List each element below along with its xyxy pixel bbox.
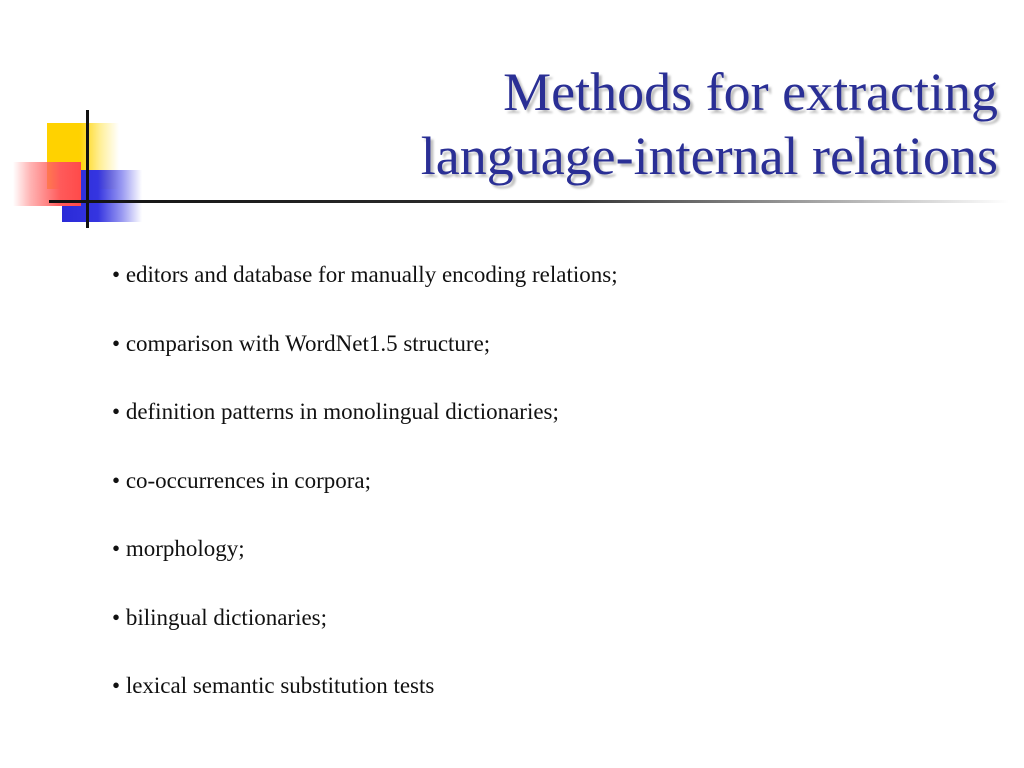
bullet-marker: • bbox=[112, 536, 121, 561]
list-item bbox=[112, 327, 618, 396]
list-item bbox=[112, 601, 618, 670]
list-item bbox=[112, 464, 618, 533]
bullet-text: lexical semantic substitution tests bbox=[125, 673, 435, 698]
bullet-marker: • bbox=[112, 330, 121, 356]
list-item bbox=[112, 532, 618, 601]
decorative-squares-logo bbox=[0, 100, 160, 240]
bullet-text: morphology; bbox=[125, 536, 245, 561]
slide-title-line-1: Methods for extracting bbox=[503, 62, 998, 122]
vertical-rule-decoration bbox=[86, 110, 89, 228]
slide-title-line-2: language-internal relations bbox=[420, 126, 998, 186]
bullet-marker: • bbox=[112, 673, 121, 698]
bullet-text: editors and database for manually encoding relations; bbox=[125, 262, 618, 287]
bullet-text: co-occurrences in corpora; bbox=[125, 467, 372, 493]
bullet-list bbox=[112, 258, 618, 738]
bullet-marker: • bbox=[112, 262, 121, 287]
list-item bbox=[112, 669, 618, 738]
bullet-text: comparison with WordNet1.5 structure; bbox=[125, 330, 491, 356]
bullet-marker: • bbox=[112, 467, 121, 493]
list-item bbox=[112, 395, 618, 464]
bullet-marker: • bbox=[112, 604, 121, 630]
list-item bbox=[112, 258, 618, 327]
title-underline-rule bbox=[49, 200, 1009, 203]
bullet-text: definition patterns in monolingual dictionaries; bbox=[125, 399, 559, 424]
bullet-marker: • bbox=[112, 399, 121, 424]
slide-title bbox=[421, 60, 998, 188]
bullet-text: bilingual dictionaries; bbox=[125, 604, 328, 630]
